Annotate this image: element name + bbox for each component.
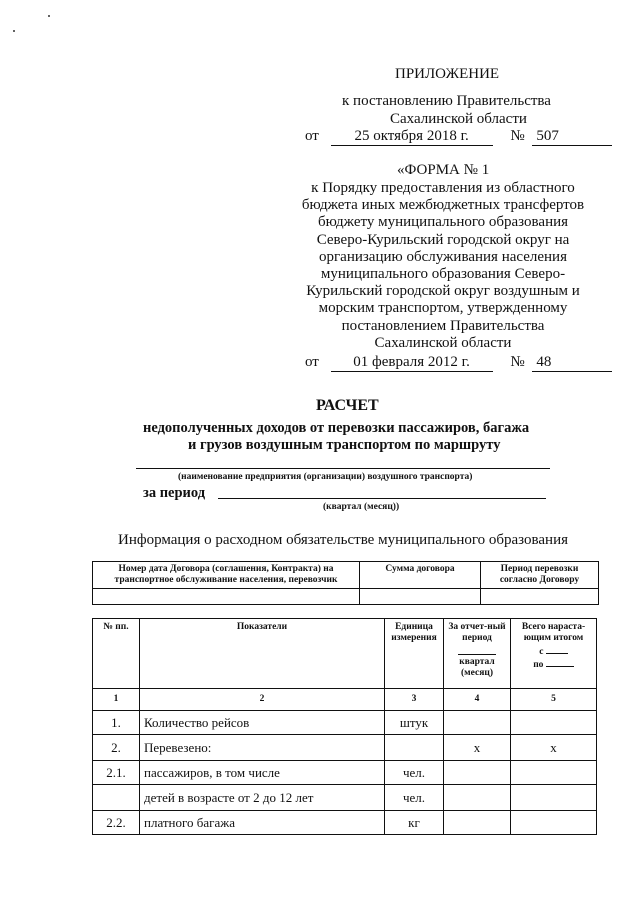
header-unit: Единица измерения xyxy=(385,619,444,689)
form-text xyxy=(284,180,602,352)
header-period-blank xyxy=(458,648,496,655)
row-period-value xyxy=(444,785,511,811)
period-label: за период xyxy=(143,485,206,501)
form-text-line: организацию обслуживания населения xyxy=(319,248,567,265)
form-date: 01 февраля 2012 г. xyxy=(331,354,493,372)
column-number: 5 xyxy=(511,689,597,711)
column-numbers-row xyxy=(93,689,597,711)
period-caption: (квартал (месяц)) xyxy=(323,502,400,512)
column-number: 2 xyxy=(140,689,385,711)
row-no: 1. xyxy=(93,711,140,735)
form-text-line: Сахалинской области xyxy=(374,334,512,351)
row-period-value: х xyxy=(444,735,511,761)
contract-period-cell xyxy=(481,589,599,605)
row-cumulative-value xyxy=(511,811,597,835)
form-text-line: муниципального образования Северо- xyxy=(320,266,566,283)
form-date-line xyxy=(305,354,612,372)
row-unit: чел. xyxy=(385,761,444,785)
form-number: 48 xyxy=(532,354,612,372)
form-text-line: морским транспортом, утвержденному xyxy=(318,300,568,317)
contract-info-empty-row xyxy=(93,589,599,605)
row-unit: чел. xyxy=(385,785,444,811)
header-cumulative-to: по xyxy=(533,660,544,670)
header-cumulative-from-row xyxy=(515,645,592,658)
row-period-value xyxy=(444,761,511,785)
row-unit xyxy=(385,735,444,761)
appendix-number: 507 xyxy=(532,128,612,146)
row-cumulative-value: х xyxy=(511,735,597,761)
contract-sum-cell xyxy=(360,589,481,605)
column-number: 4 xyxy=(444,689,511,711)
row-no xyxy=(93,785,140,811)
row-cumulative-value xyxy=(511,711,597,735)
row-cumulative-value xyxy=(511,785,597,811)
appendix-title: ПРИЛОЖЕНИЕ xyxy=(395,66,500,82)
header-cumulative-top: Всего нараста-ющим итогом xyxy=(521,622,586,643)
contract-number-cell xyxy=(93,589,360,605)
row-period-value xyxy=(444,811,511,835)
info-heading: Информация о расходном обязательстве муниципального образования xyxy=(118,532,569,548)
row-name: Количество рейсов xyxy=(140,711,385,735)
header-cumulative-to-row xyxy=(515,658,592,671)
contract-period-header: Период перевозки согласно Договору xyxy=(481,562,599,589)
column-number: 1 xyxy=(93,689,140,711)
row-name: платного багажа xyxy=(140,811,385,835)
header-cumulative-to-blank xyxy=(546,658,574,667)
form-text-line: к Порядку предоставления из областного xyxy=(311,180,575,196)
header-indicators: Показатели xyxy=(140,619,385,689)
calc-subtitle-1: недополученных доходов от перевозки пассажиров, багажа xyxy=(143,420,530,436)
header-period-top: За отчет-ный период xyxy=(448,622,506,643)
header-no: № пп. xyxy=(93,619,140,689)
form-text-line: постановлением Правительства xyxy=(341,317,545,334)
appendix-line-1: к постановлению Правительства xyxy=(342,93,551,109)
row-name: детей в возрасте от 2 до 12 лет xyxy=(140,785,385,811)
table-row xyxy=(93,811,597,835)
table-row xyxy=(93,735,597,761)
indicators-table xyxy=(92,618,597,835)
enterprise-line xyxy=(136,468,550,469)
row-unit: кг xyxy=(385,811,444,835)
form-text-line: Курильский городской округ воздушным и xyxy=(306,283,580,300)
table-row xyxy=(93,711,597,735)
calc-subtitle-2: и грузов воздушным транспортом по маршруту xyxy=(188,437,501,453)
contract-sum-header: Сумма договора xyxy=(360,562,481,589)
appendix-no-label: № xyxy=(510,128,525,144)
enterprise-caption: (наименование предприятия (организации) воздушного транспорта) xyxy=(178,472,473,482)
row-cumulative-value xyxy=(511,761,597,785)
form-title: «ФОРМА № 1 xyxy=(397,162,490,178)
appendix-date: 25 октября 2018 г. xyxy=(331,128,493,146)
period-line xyxy=(218,498,546,499)
appendix-date-line xyxy=(305,128,612,146)
header-period-bottom: квартал (месяц) xyxy=(459,657,495,678)
contract-info-table xyxy=(92,561,599,605)
row-no: 2.2. xyxy=(93,811,140,835)
contract-number-header: Номер дата Договора (соглашения, Контракта) на транспортное обслуживание населения, перевозчик xyxy=(93,562,360,589)
row-name: Перевезено: xyxy=(140,735,385,761)
form-text-line: бюджету муниципального образования xyxy=(317,214,569,231)
appendix-line-2: Сахалинской области xyxy=(390,111,527,127)
form-no-label: № xyxy=(510,354,525,370)
scan-speck xyxy=(48,15,50,17)
appendix-from-label: от xyxy=(305,128,319,144)
row-name: пассажиров, в том числе xyxy=(140,761,385,785)
header-period xyxy=(444,619,511,689)
form-from-label: от xyxy=(305,354,319,370)
row-period-value xyxy=(444,711,511,735)
form-text-line: бюджета иных межбюджетных трансфертов xyxy=(301,197,585,214)
row-no: 2.1. xyxy=(93,761,140,785)
header-cumulative xyxy=(511,619,597,689)
table-row xyxy=(93,761,597,785)
contract-info-header-row xyxy=(93,562,599,589)
indicators-header-row xyxy=(93,619,597,689)
header-cumulative-from: с xyxy=(539,647,544,657)
header-cumulative-from-blank xyxy=(546,645,568,654)
scan-speck xyxy=(13,30,15,32)
row-no: 2. xyxy=(93,735,140,761)
row-unit: штук xyxy=(385,711,444,735)
column-number: 3 xyxy=(385,689,444,711)
table-row xyxy=(93,785,597,811)
form-text-line: Северо-Курильский городской округ на xyxy=(316,231,570,248)
calc-title: РАСЧЕТ xyxy=(316,397,379,414)
